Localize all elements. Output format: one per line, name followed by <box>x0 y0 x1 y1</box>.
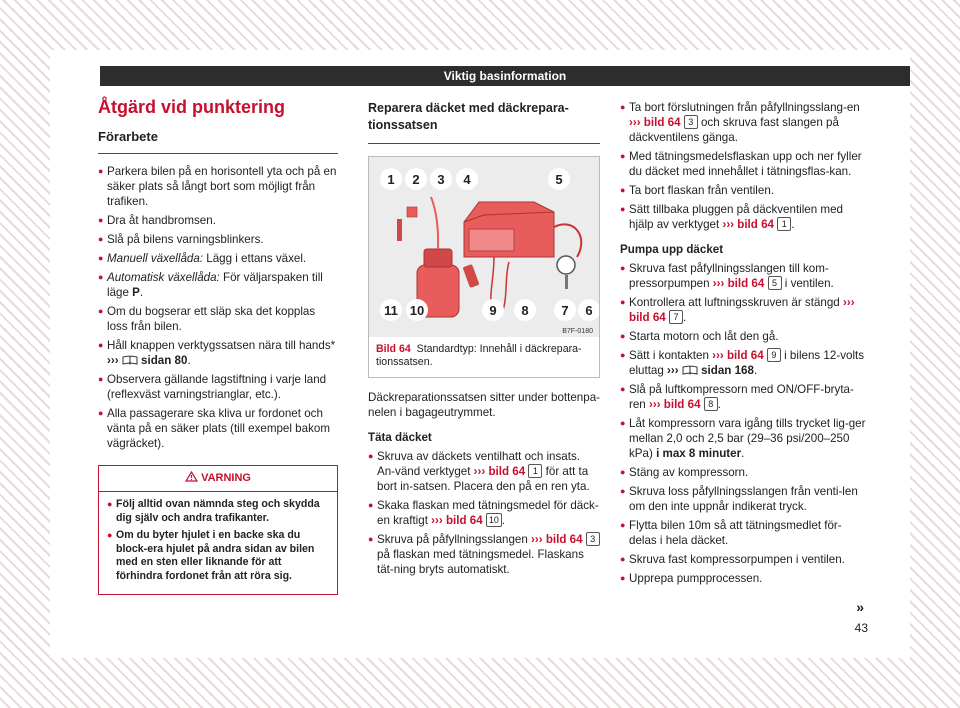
warning-box <box>98 465 338 595</box>
list-item: ● Parkera bilen på en horisontell yta och på en säker plats så långt bort som möjligt från trafiken. <box>98 164 338 209</box>
label-7: 7 <box>561 303 569 318</box>
list-item: ● Håll knappen verktygssatsen nära till hands* ››› sidan 80. <box>98 338 338 368</box>
book-icon <box>122 355 138 365</box>
section-title: Reparera däcket med däckrepara-tionssatsen <box>368 100 600 144</box>
list-item: ● Kontrollera att luftningsskruven är stängd ››› bild 64 7 . <box>620 295 866 325</box>
list-item: ● Om du bogserar ett släp ska det kopplas loss från bilen. <box>98 304 338 334</box>
figure-link[interactable]: ››› bild 64 <box>648 398 701 411</box>
label-4: 4 <box>463 172 471 187</box>
intro-text: Däckreparationssatsen sitter under bottenpa-nelen i bagageutrymmet. <box>368 391 601 419</box>
page-link[interactable]: sidan 168 <box>697 364 754 377</box>
list-item: ● Alla passagerare ska kliva ur fordonet och vänta på en säker plats (till exempel bakom vägräcket). <box>98 406 338 451</box>
list-item: ● Skruva av däckets ventilhatt och insats. An-vänd verktyget ››› bild 64 1 för att ta bort in-satsen. Placera den på en ren yta. <box>368 449 600 494</box>
list-item: ● Skaka flaskan med tätningsmedel för däck-en kraftigt ››› bild 64 10 . <box>368 498 600 528</box>
list-item: ● Slå på luftkompressorn med ON/OFF-bryta-ren ››› bild 64 8 . <box>620 382 866 412</box>
prep-list <box>98 164 338 451</box>
figure-link[interactable]: ››› bild 64 <box>431 514 483 527</box>
list-item: ● Låt kompressorn vara igång tills trycket lig-ger mellan 2,0 och 2,5 bar (29–36 psi/200–250 kPa) i max 8 minuter. <box>620 416 866 461</box>
seal-list <box>368 449 600 577</box>
callout-number: 1 <box>528 464 542 478</box>
label-1: 1 <box>387 172 395 187</box>
list-item: ● Manuell växellåda: Lägg i ettans växel. <box>98 251 338 266</box>
figure-code: B7F-0180 <box>562 328 593 335</box>
list-item: ● Starta motorn och låt den gå. <box>620 329 866 344</box>
list-item: ● Upprepa pumpprocessen. <box>620 571 866 586</box>
figure-caption: Bild 64 Standardtyp: Innehåll i däckrepara-tionssatsen. <box>376 343 582 368</box>
warning-icon <box>185 471 198 482</box>
warning-header <box>99 466 337 492</box>
list-item: ● Automatisk växellåda: För väljarspaken till läge P. <box>98 270 338 300</box>
list-item: ● Skruva på påfyllningsslangen ››› bild 64 3 på flaskan med tätningsmedel. Flaskans tät-ning bryts automatiskt. <box>368 532 600 577</box>
section-header: Viktig basinformation <box>100 66 910 86</box>
page-title: Åtgärd vid punktering <box>98 97 286 117</box>
list-item: ● Ta bort förslutningen från påfyllningsslang-en ››› bild 64 3 och skruva fast slangen på däckventilens gänga. <box>620 100 866 145</box>
list-item: ● Observera gällande lagstiftning i varje land (reflexväst varningstrianglar, etc.). <box>98 372 338 402</box>
callout-number: 3 <box>586 532 600 546</box>
list-item: ● Sätt tillbaka pluggen på däckventilen med hjälp av verktyget ››› bild 64 1 . <box>620 202 866 232</box>
figure-link[interactable]: ››› bild 64 <box>629 116 681 129</box>
section-subtitle: Förarbete <box>98 129 338 154</box>
list-item: ● Ta bort flaskan från ventilen. <box>620 183 866 198</box>
callout-number: 3 <box>684 115 698 129</box>
list-item: ● Stäng av kompressorn. <box>620 465 866 480</box>
item-label: Automatisk växellåda: <box>107 271 220 284</box>
pump-list <box>620 261 866 586</box>
list-item: ● Om du byter hjulet i en backe ska du block-era hjulet på andra sidan av bilen med en sten eller liknande för att förhindra fordonet från att röra sig. <box>107 529 329 583</box>
column-left <box>98 97 338 595</box>
figure-link[interactable]: ››› bild 64 <box>473 465 526 478</box>
list-item: ● Följ alltid ovan nämnda steg och skydda dig själv och andra trafikanter. <box>107 498 329 525</box>
label-8: 8 <box>521 303 529 318</box>
continue-marker: » <box>856 599 864 615</box>
list-item: ● Skruva fast påfyllningsslangen till kom-pressorpumpen ››› bild 64 5 i ventilen. <box>620 261 866 291</box>
callout-number: 8 <box>704 397 718 411</box>
seal-list-continued <box>620 100 866 232</box>
list-item: ● Sätt i kontakten ››› bild 64 9 i bilens 12-volts eluttag ››› sidan 168. <box>620 348 866 378</box>
repair-kit-illustration <box>369 157 599 337</box>
figure-link[interactable]: ››› bild 64 <box>629 296 855 324</box>
list-item: ● Med tätningsmedelsflaskan upp och ner fyller du däcket med innehållet i tätningsflas-kan. <box>620 149 866 179</box>
caption-label: Bild 64 <box>376 343 411 355</box>
label-6: 6 <box>585 303 593 318</box>
figure-link[interactable]: ››› bild 64 <box>531 533 583 546</box>
list-item: ● Flytta bilen 10m så att tätningsmedlet för-delas i hela däcket. <box>620 518 866 548</box>
figure-link[interactable]: ››› bild 64 <box>712 349 764 362</box>
label-11: 11 <box>384 303 398 318</box>
label-2: 2 <box>412 172 420 187</box>
label-5: 5 <box>555 172 563 187</box>
column-right <box>620 100 866 590</box>
figure-link[interactable]: ››› bild 64 <box>712 277 765 290</box>
section-subtitle: Pumpa upp däcket <box>620 243 724 256</box>
callout-number: 1 <box>777 217 791 231</box>
warning-list <box>99 492 337 594</box>
list-item: ● Slå på bilens varningsblinkers. <box>98 232 338 247</box>
callout-number: 7 <box>669 310 683 324</box>
page-link[interactable]: sidan 80 <box>137 354 188 367</box>
warning-title: VARNING <box>201 472 251 484</box>
label-9: 9 <box>489 303 497 318</box>
figure-link[interactable]: ››› bild 64 <box>722 218 774 231</box>
callout-number: 5 <box>768 276 782 290</box>
label-10: 10 <box>409 303 425 318</box>
list-item: ● Dra åt handbromsen. <box>98 213 338 228</box>
callout-number: 9 <box>767 348 781 362</box>
callout-number: 10 <box>486 513 502 527</box>
column-middle <box>368 100 600 581</box>
page-number: 43 <box>854 621 868 635</box>
book-icon <box>682 365 698 375</box>
figure-64 <box>368 156 600 378</box>
list-item: ● Skruva fast kompressorpumpen i ventilen. <box>620 552 866 567</box>
list-item: ● Skruva loss påfyllningsslangen från venti-len om den inte uppnår indikerat tryck. <box>620 484 866 514</box>
item-label: Manuell växellåda: <box>107 252 204 265</box>
manual-page <box>50 50 910 658</box>
label-3: 3 <box>437 172 445 187</box>
section-subtitle: Täta däcket <box>368 431 432 444</box>
